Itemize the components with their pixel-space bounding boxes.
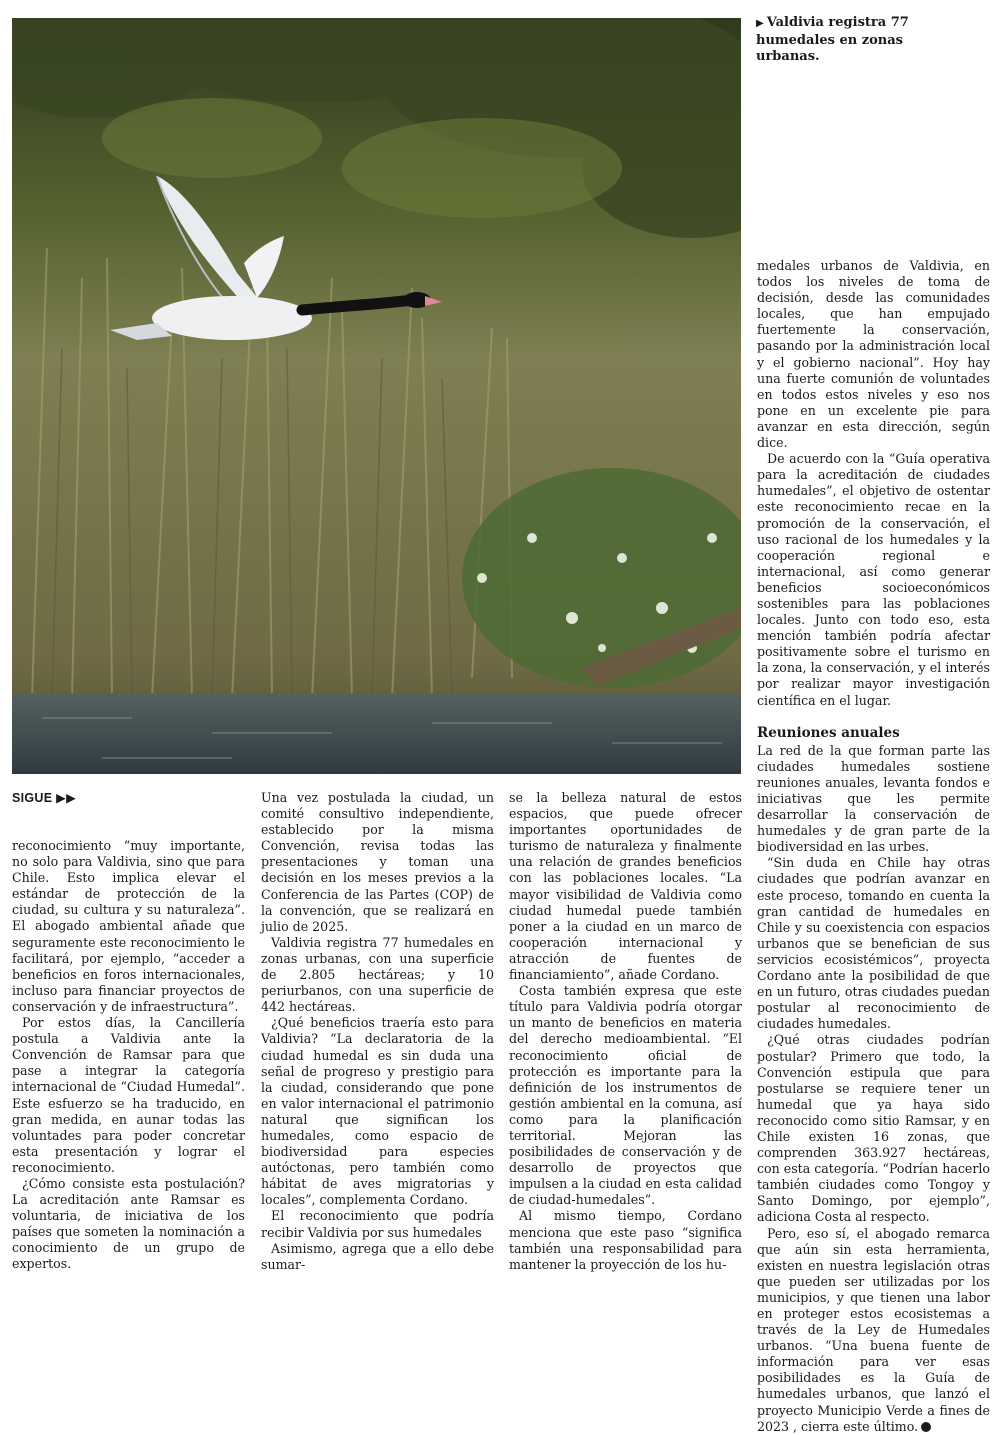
paragraph-final bbox=[757, 1226, 990, 1435]
paragraph: ¿Cómo consiste esta postulación? La acreditación ante Ramsar es voluntaria, de iniciativa de los países que someten la nominación a conocimiento de un grupo de expertos. bbox=[12, 1175, 245, 1272]
paragraph: reconocimiento “muy importante, no solo para Valdivia, sino que para Chile. Esto implica elevar el estándar de protección de la ciudad, su cultura y su naturaleza”. El abogado ambiental añade que seguramente este reconocimiento le facilitará, por ejemplo, “acceder a beneficios en foros internacionales, incluso para financiar proyectos de conservación y de infraestructura”. bbox=[12, 838, 245, 1014]
paragraph: Costa también expresa que este título para Valdivia podría otorgar un manto de beneficios en materia del derecho medioambiental. “El reconocimiento oficial de protección es importante para la definición de los instrumentos de gestión ambiental en la comuna, así como para la planificación territorial. Mejoran las posibilidades de conservación y de desarrollo de proyectos que impulsen a la ciudad en esta calidad de ciudad-humedales”. bbox=[509, 983, 742, 1208]
paragraph: “Sin duda en Chile hay otras ciudades que podrían avanzar en este proceso, tomando en cuenta la gran cantidad de humedales en Chile y su coexistencia con espacios urbanos que se benefician de sus servicios ecosistémicos”, proyecta Cordano ante la posibilidad de que en un futuro, otras ciudades puedan postular al reconocimiento de ciudades humedales. bbox=[757, 855, 990, 1032]
paragraph: La red de la que forman parte las ciudades humedales sostiene reuniones anuales, levanta fondos e iniciativas que les permite desarrollar la conservación de humedales y de gran parte de la biodiversidad en las urbes. bbox=[757, 742, 990, 855]
caption-arrow-icon: ▶ bbox=[756, 18, 764, 29]
swan-photo-illustration bbox=[12, 18, 741, 774]
paragraph: El reconocimiento que podría recibir Valdivia por sus humedales bbox=[261, 1208, 494, 1240]
paragraph: se la belleza natural de estos espacios, que puede ofrecer importantes oportunidades de turismo de naturaleza y finalmente una relación de grandes beneficios con las poblaciones locales. “La mayor visibilidad de Valdivia como ciudad humedal puede también poner a la ciudad en un marco de cooperación internacional y atracción de fuentes de financiamiento”, añade Cordano. bbox=[509, 790, 742, 983]
end-mark-icon bbox=[921, 1422, 931, 1432]
paragraph: ¿Qué beneficios traería esto para Valdivia? “La declaratoria de la ciudad humedal es sin duda una señal de progreso y prestigio para la ciudad, considerando que pone en valor internacional el patrimonio natural que significan los humedales, como espacio de biodiversidad para especies autóctonas, pero también como hábitat de aves migratorias y locales”, complementa Cordano. bbox=[261, 1015, 494, 1208]
paragraph-final-text: Pero, eso sí, el abogado remarca que aún sin esta herramienta, existen en nuestra legislación otras que pueden ser utilizadas por los municipios, y que tienen una labor en proteger estos ecosistemas a través de la Ley de Humedales urbanos. “Una buena fuente de información para ver esas posibilidades es la Guía de humedales urbanos, que lanzó el proyecto Municipio Verde a fines de 2023 , cierra este último. bbox=[757, 1225, 990, 1434]
paragraph: Valdivia registra 77 humedales en zonas urbanas, con una superficie de 2.805 hectáreas; y 10 periurbanos, con una superficie de 442 hectáreas. bbox=[261, 934, 494, 1015]
article-column-1 bbox=[12, 838, 245, 1273]
article-column-4 bbox=[757, 258, 990, 1435]
paragraph: Una vez postulada la ciudad, un comité consultivo independiente, establecido por la misma Convención, revisa todas las presentaciones y toman una decisión en los meses previos a la Conferencia de las Partes (COP) de la convención, que se realizará en julio de 2025. bbox=[261, 790, 494, 934]
photo-caption bbox=[756, 15, 956, 66]
article-column-3 bbox=[509, 790, 742, 1273]
article-column-2 bbox=[261, 790, 494, 1273]
caption-text: Valdivia registra 77 humedales en zonas urbanas. bbox=[756, 15, 909, 64]
continue-label: SIGUE ▶▶ bbox=[12, 791, 76, 805]
section-subhead: Reuniones anuales bbox=[757, 724, 900, 741]
paragraph: medales urbanos de Valdivia, en todos los niveles de toma de decisión, desde las comunidades locales, que han empujado fuertemente la conservación, pasando por la administración local y el gobierno nacional”. Hoy hay una fuerte comunión de voluntades en todos estos niveles y eso nos pone en un excelente pie para avanzar en esta dirección, según dice. bbox=[757, 258, 990, 451]
paragraph: Por estos días, la Cancillería postula a Valdivia ante la Convención de Ramsar para que pase a integrar la categoría internacional de “Ciudad Humedal”. Este esfuerzo se ha traducido, en gran medida, en aunar todas las voluntades para poder concretar esta presentación y lograr el reconocimiento. bbox=[12, 1015, 245, 1175]
paragraph: De acuerdo con la “Guía operativa para la acreditación de ciudades humedales”, el objetivo de ostentar este reconocimiento recae en la promoción de la conservación, el uso racional de los humedales y la cooperación regional e internacional, así como generar beneficios socioeconómicos sostenibles para las poblaciones locales. Junto con todo eso, esta mención también podría afectar positivamente sobre el turismo en la zona, la conservación, y el interés por realizar mayor investigación científica en el lugar. bbox=[757, 451, 990, 708]
paragraph: Al mismo tiempo, Cordano menciona que este paso “significa también una responsabilidad para mantener la proyección de los hu- bbox=[509, 1208, 742, 1272]
paragraph: Asimismo, agrega que a ello debe sumar- bbox=[261, 1240, 494, 1272]
swan-photo bbox=[12, 18, 741, 774]
paragraph: ¿Qué otras ciudades podrían postular? Primero que todo, la Convención estipula que para postularse se requiere tener un humedal que ya haya sido reconocido como sitio Ramsar, y en Chile existen 16 zonas, que comprenden 363.927 hectáreas, con esta categoría. “Podrían hacerlo también ciudades como Tongoy y Santo Domingo, por ejemplo”, adiciona Costa al respecto. bbox=[757, 1032, 990, 1225]
